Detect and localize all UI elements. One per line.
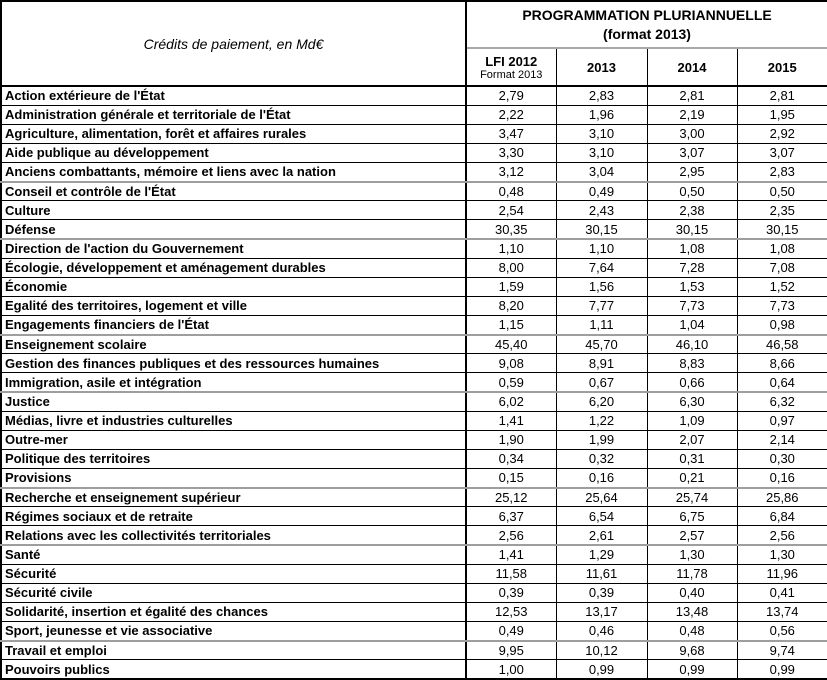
row-value: 0,50 bbox=[647, 182, 737, 201]
row-value: 3,07 bbox=[737, 143, 827, 162]
row-label: Provisions bbox=[1, 469, 466, 488]
row-value: 9,08 bbox=[466, 354, 556, 373]
row-value: 2,57 bbox=[647, 526, 737, 545]
table-row bbox=[1, 507, 827, 526]
row-value: 0,50 bbox=[737, 182, 827, 201]
row-value: 45,40 bbox=[466, 335, 556, 354]
row-value: 3,00 bbox=[647, 124, 737, 143]
row-value: 8,00 bbox=[466, 258, 556, 277]
row-value: 0,16 bbox=[737, 469, 827, 488]
row-value: 6,54 bbox=[556, 507, 647, 526]
row-label: Enseignement scolaire bbox=[1, 335, 466, 354]
row-value: 3,07 bbox=[647, 143, 737, 162]
row-value: 7,28 bbox=[647, 258, 737, 277]
column-header-2013: 2013 bbox=[556, 48, 647, 86]
row-label: Action extérieure de l'État bbox=[1, 86, 466, 105]
row-value: 13,48 bbox=[647, 602, 737, 621]
row-value: 1,29 bbox=[556, 545, 647, 564]
table-row bbox=[1, 583, 827, 602]
row-value: 0,41 bbox=[737, 583, 827, 602]
table-row bbox=[1, 163, 827, 182]
row-value: 7,73 bbox=[647, 296, 737, 315]
row-value: 2,83 bbox=[556, 86, 647, 105]
table-caption: Crédits de paiement, en Md€ bbox=[1, 1, 466, 86]
row-label: Médias, livre et industries culturelles bbox=[1, 411, 466, 430]
row-value: 0,15 bbox=[466, 469, 556, 488]
row-value: 1,41 bbox=[466, 545, 556, 564]
row-label: Culture bbox=[1, 201, 466, 220]
column-header-2015: 2015 bbox=[737, 48, 827, 86]
row-value: 11,96 bbox=[737, 564, 827, 583]
table-row bbox=[1, 488, 827, 507]
row-value: 7,64 bbox=[556, 258, 647, 277]
row-value: 1,04 bbox=[647, 316, 737, 335]
row-value: 0,64 bbox=[737, 373, 827, 392]
row-value: 2,19 bbox=[647, 105, 737, 124]
row-value: 1,53 bbox=[647, 277, 737, 296]
row-value: 2,56 bbox=[466, 526, 556, 545]
row-value: 45,70 bbox=[556, 335, 647, 354]
row-label: Relations avec les collectivités territoriales bbox=[1, 526, 466, 545]
row-value: 9,95 bbox=[466, 641, 556, 660]
row-value: 0,40 bbox=[647, 583, 737, 602]
row-value: 1,99 bbox=[556, 430, 647, 449]
row-value: 0,21 bbox=[647, 469, 737, 488]
table-row bbox=[1, 622, 827, 641]
row-value: 0,39 bbox=[466, 583, 556, 602]
row-value: 0,31 bbox=[647, 449, 737, 468]
row-label: Économie bbox=[1, 277, 466, 296]
row-value: 1,30 bbox=[737, 545, 827, 564]
row-value: 13,17 bbox=[556, 602, 647, 621]
table-row bbox=[1, 392, 827, 411]
row-value: 2,56 bbox=[737, 526, 827, 545]
row-value: 11,61 bbox=[556, 564, 647, 583]
row-value: 2,54 bbox=[466, 201, 556, 220]
row-value: 0,66 bbox=[647, 373, 737, 392]
row-value: 1,15 bbox=[466, 316, 556, 335]
row-value: 3,10 bbox=[556, 124, 647, 143]
row-label: Justice bbox=[1, 392, 466, 411]
row-label: Santé bbox=[1, 545, 466, 564]
row-value: 3,04 bbox=[556, 163, 647, 182]
table-row bbox=[1, 277, 827, 296]
row-value: 1,08 bbox=[737, 239, 827, 258]
row-value: 3,30 bbox=[466, 143, 556, 162]
column-header-lfi2012 bbox=[466, 48, 556, 86]
row-value: 0,99 bbox=[737, 660, 827, 679]
row-value: 30,15 bbox=[647, 220, 737, 239]
row-label: Défense bbox=[1, 220, 466, 239]
table-row bbox=[1, 296, 827, 315]
table-body bbox=[1, 86, 827, 679]
row-value: 2,81 bbox=[647, 86, 737, 105]
table-row bbox=[1, 564, 827, 583]
column-header-2014: 2014 bbox=[647, 48, 737, 86]
table-row bbox=[1, 373, 827, 392]
row-value: 0,39 bbox=[556, 583, 647, 602]
row-value: 7,73 bbox=[737, 296, 827, 315]
row-value: 3,10 bbox=[556, 143, 647, 162]
row-value: 2,79 bbox=[466, 86, 556, 105]
row-label: Agriculture, alimentation, forêt et affaires rurales bbox=[1, 124, 466, 143]
row-value: 6,20 bbox=[556, 392, 647, 411]
row-value: 2,92 bbox=[737, 124, 827, 143]
table-row bbox=[1, 335, 827, 354]
row-label: Recherche et enseignement supérieur bbox=[1, 488, 466, 507]
row-value: 8,83 bbox=[647, 354, 737, 373]
row-value: 1,41 bbox=[466, 411, 556, 430]
row-value: 1,22 bbox=[556, 411, 647, 430]
table-row bbox=[1, 182, 827, 201]
row-value: 6,02 bbox=[466, 392, 556, 411]
row-value: 2,95 bbox=[647, 163, 737, 182]
row-value: 1,30 bbox=[647, 545, 737, 564]
row-value: 2,22 bbox=[466, 105, 556, 124]
table-row bbox=[1, 660, 827, 679]
row-label: Immigration, asile et intégration bbox=[1, 373, 466, 392]
row-value: 6,32 bbox=[737, 392, 827, 411]
row-value: 0,46 bbox=[556, 622, 647, 641]
table-row bbox=[1, 143, 827, 162]
row-label: Direction de l'action du Gouvernement bbox=[1, 239, 466, 258]
row-value: 0,99 bbox=[556, 660, 647, 679]
row-value: 25,12 bbox=[466, 488, 556, 507]
row-value: 8,20 bbox=[466, 296, 556, 315]
row-value: 6,84 bbox=[737, 507, 827, 526]
row-value: 0,34 bbox=[466, 449, 556, 468]
row-value: 8,66 bbox=[737, 354, 827, 373]
row-label: Politique des territoires bbox=[1, 449, 466, 468]
row-label: Aide publique au développement bbox=[1, 143, 466, 162]
row-label: Régimes sociaux et de retraite bbox=[1, 507, 466, 526]
table-row bbox=[1, 449, 827, 468]
table-row bbox=[1, 354, 827, 373]
row-value: 0,30 bbox=[737, 449, 827, 468]
row-value: 25,64 bbox=[556, 488, 647, 507]
table-row bbox=[1, 545, 827, 564]
row-value: 2,83 bbox=[737, 163, 827, 182]
table-row bbox=[1, 239, 827, 258]
row-label: Sécurité civile bbox=[1, 583, 466, 602]
row-value: 7,08 bbox=[737, 258, 827, 277]
row-label: Administration générale et territoriale de l'État bbox=[1, 105, 466, 124]
row-label: Conseil et contrôle de l'État bbox=[1, 182, 466, 201]
row-value: 0,48 bbox=[466, 182, 556, 201]
row-label: Solidarité, insertion et égalité des chances bbox=[1, 602, 466, 621]
row-label: Pouvoirs publics bbox=[1, 660, 466, 679]
row-value: 46,58 bbox=[737, 335, 827, 354]
row-value: 30,15 bbox=[556, 220, 647, 239]
row-value: 9,74 bbox=[737, 641, 827, 660]
row-label: Engagements financiers de l'État bbox=[1, 316, 466, 335]
row-value: 30,35 bbox=[466, 220, 556, 239]
row-value: 0,67 bbox=[556, 373, 647, 392]
row-value: 11,58 bbox=[466, 564, 556, 583]
table-row bbox=[1, 526, 827, 545]
group-header bbox=[466, 1, 827, 48]
row-value: 6,30 bbox=[647, 392, 737, 411]
table-row bbox=[1, 430, 827, 449]
row-value: 0,32 bbox=[556, 449, 647, 468]
row-value: 2,38 bbox=[647, 201, 737, 220]
row-value: 0,49 bbox=[466, 622, 556, 641]
row-label: Sport, jeunesse et vie associative bbox=[1, 622, 466, 641]
table-row bbox=[1, 86, 827, 105]
row-value: 30,15 bbox=[737, 220, 827, 239]
row-value: 8,91 bbox=[556, 354, 647, 373]
row-value: 0,16 bbox=[556, 469, 647, 488]
row-value: 2,07 bbox=[647, 430, 737, 449]
row-value: 1,52 bbox=[737, 277, 827, 296]
row-value: 2,61 bbox=[556, 526, 647, 545]
row-value: 2,35 bbox=[737, 201, 827, 220]
row-value: 1,09 bbox=[647, 411, 737, 430]
table-row bbox=[1, 124, 827, 143]
row-label: Écologie, développement et aménagement durables bbox=[1, 258, 466, 277]
table-row bbox=[1, 641, 827, 660]
row-value: 25,86 bbox=[737, 488, 827, 507]
group-header-line1: PROGRAMMATION PLURIANNUELLE bbox=[522, 6, 772, 23]
row-value: 0,59 bbox=[466, 373, 556, 392]
row-value: 0,99 bbox=[647, 660, 737, 679]
row-value: 1,08 bbox=[647, 239, 737, 258]
row-value: 1,00 bbox=[466, 660, 556, 679]
row-label: Anciens combattants, mémoire et liens avec la nation bbox=[1, 163, 466, 182]
table-row bbox=[1, 105, 827, 124]
table-row bbox=[1, 220, 827, 239]
row-value: 0,48 bbox=[647, 622, 737, 641]
row-value: 0,98 bbox=[737, 316, 827, 335]
row-value: 9,68 bbox=[647, 641, 737, 660]
row-value: 1,10 bbox=[466, 239, 556, 258]
column-header-lfi2012-sublabel: Format 2013 bbox=[480, 68, 543, 81]
row-value: 10,12 bbox=[556, 641, 647, 660]
row-value: 1,96 bbox=[556, 105, 647, 124]
row-label: Egalité des territoires, logement et ville bbox=[1, 296, 466, 315]
row-value: 2,43 bbox=[556, 201, 647, 220]
row-value: 6,75 bbox=[647, 507, 737, 526]
row-value: 1,59 bbox=[466, 277, 556, 296]
table-row bbox=[1, 258, 827, 277]
row-value: 1,10 bbox=[556, 239, 647, 258]
row-value: 2,14 bbox=[737, 430, 827, 449]
header-row-group bbox=[1, 1, 827, 48]
table-row bbox=[1, 411, 827, 430]
row-value: 46,10 bbox=[647, 335, 737, 354]
table-row bbox=[1, 602, 827, 621]
row-value: 1,90 bbox=[466, 430, 556, 449]
row-value: 0,56 bbox=[737, 622, 827, 641]
group-header-line2: (format 2013) bbox=[603, 25, 691, 42]
row-value: 25,74 bbox=[647, 488, 737, 507]
column-header-lfi2012-label: LFI 2012 bbox=[485, 53, 538, 69]
row-value: 3,47 bbox=[466, 124, 556, 143]
row-value: 7,77 bbox=[556, 296, 647, 315]
table-row bbox=[1, 469, 827, 488]
row-value: 6,37 bbox=[466, 507, 556, 526]
row-value: 0,49 bbox=[556, 182, 647, 201]
row-label: Outre-mer bbox=[1, 430, 466, 449]
row-value: 1,11 bbox=[556, 316, 647, 335]
row-value: 12,53 bbox=[466, 602, 556, 621]
row-value: 0,97 bbox=[737, 411, 827, 430]
row-value: 13,74 bbox=[737, 602, 827, 621]
row-value: 11,78 bbox=[647, 564, 737, 583]
table-row bbox=[1, 201, 827, 220]
row-value: 3,12 bbox=[466, 163, 556, 182]
row-label: Travail et emploi bbox=[1, 641, 466, 660]
row-value: 1,56 bbox=[556, 277, 647, 296]
row-value: 1,95 bbox=[737, 105, 827, 124]
table-row bbox=[1, 316, 827, 335]
row-label: Sécurité bbox=[1, 564, 466, 583]
row-label: Gestion des finances publiques et des ressources humaines bbox=[1, 354, 466, 373]
row-value: 2,81 bbox=[737, 86, 827, 105]
